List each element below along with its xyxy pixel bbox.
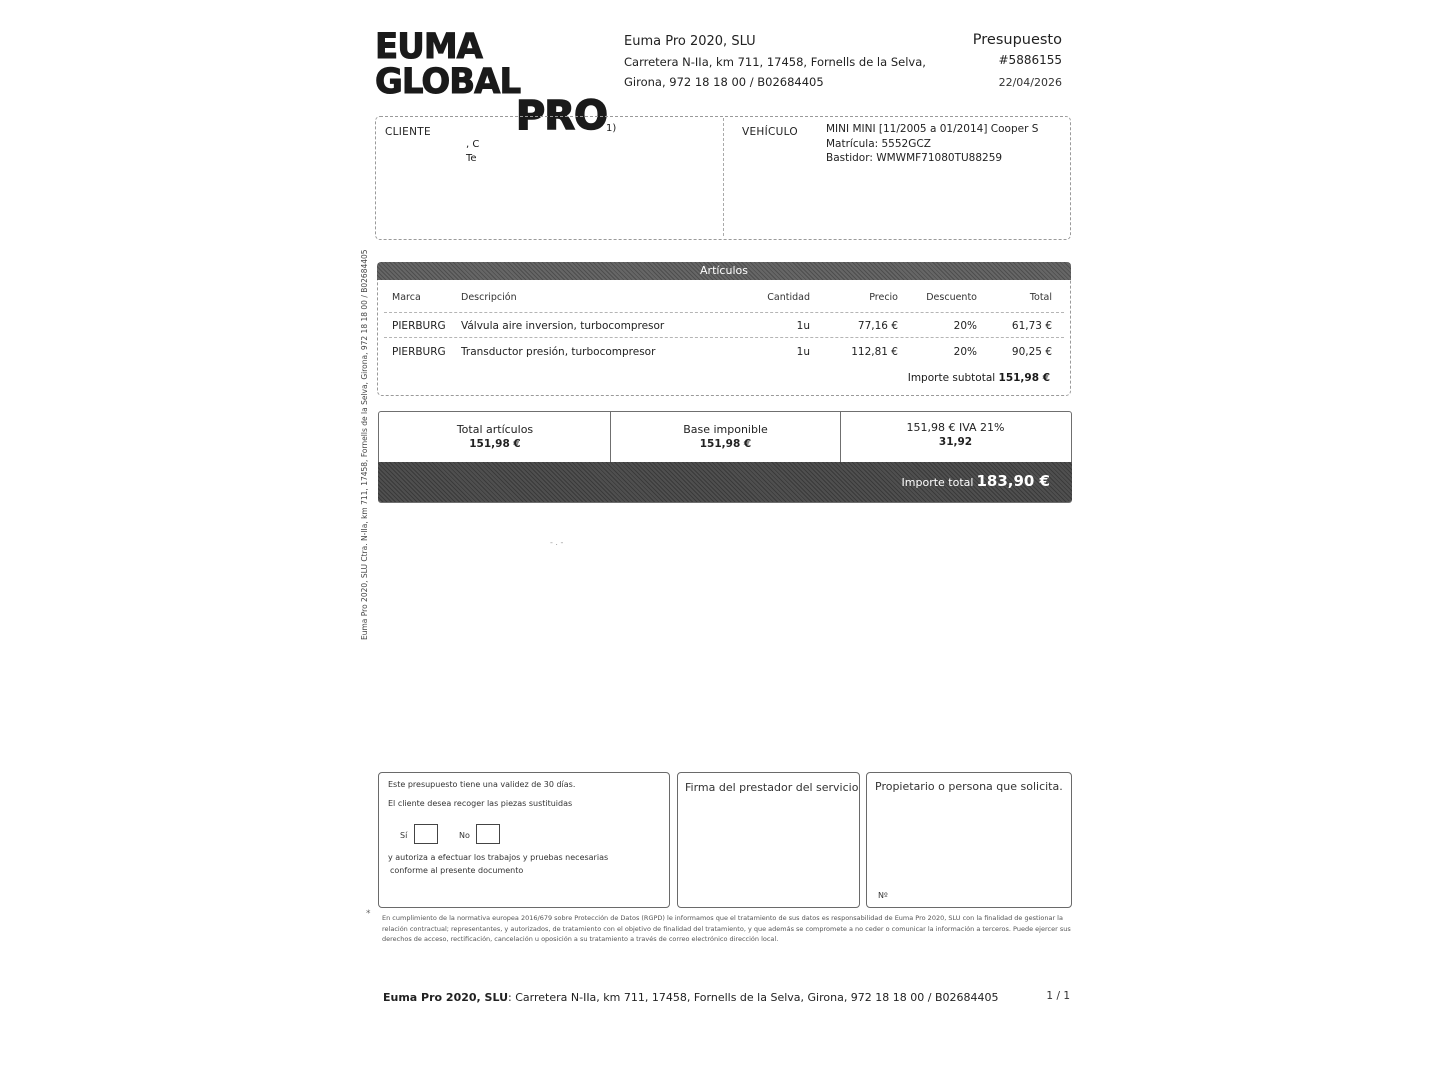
column-header-quantity: Cantidad	[767, 292, 810, 303]
logo-line1: EUMA GLOBAL	[375, 27, 521, 102]
owner-nif-label: Nº	[878, 891, 888, 900]
client-label: CLIENTE	[385, 126, 431, 138]
side-vertical-text: Euma Pro 2020, SLU Ctra. N-IIa, km 711, 17458, Fornells de la Selva, Girona, 972 18 18 00 / B02684405	[360, 249, 369, 640]
vat-value: 31,92	[938, 436, 973, 448]
vat-label: 151,98 € IVA 21%	[906, 421, 1005, 434]
legal-bullet: *	[366, 909, 371, 919]
vehicle-model: MINI MINI [11/2005 a 01/2014] Cooper S	[826, 123, 1039, 135]
grand-total	[880, 472, 1050, 490]
row1-total: 61,73 €	[1011, 320, 1052, 332]
footer-company: Euma Pro 2020, SLU	[383, 991, 509, 1004]
row-divider	[384, 337, 1064, 338]
document-meta	[940, 30, 1062, 89]
client-line-2: , C	[466, 139, 480, 150]
row2-discount: 20%	[953, 346, 977, 358]
row1-description: Válvula aire inversion, turbocompresor	[461, 320, 665, 332]
row2-description: Transductor presión, turbocompresor	[461, 346, 656, 358]
provider-signature-label: Firma del prestador del servicio	[685, 781, 859, 794]
column-header-total: Total	[1029, 292, 1052, 303]
tax-base-label: Base imponible	[683, 423, 768, 436]
yes-checkbox[interactable]	[414, 824, 438, 844]
total-articles-label: Total artículos	[456, 423, 534, 436]
total-articles-value: 151,98 €	[469, 438, 521, 450]
vehicle-label: VEHÍCULO	[742, 126, 798, 138]
page-number: 1 / 1	[1046, 990, 1070, 1002]
vehicle-chassis: Bastidor: WMWMF71080TU88259	[826, 152, 1003, 164]
keep-parts-text: El cliente desea recoger las piezas sustituidas	[388, 799, 573, 808]
footer	[383, 991, 999, 1004]
tax-base-value: 151,98 €	[699, 438, 752, 450]
row1-discount: 20%	[953, 320, 977, 332]
row2-brand: PIERBURG	[392, 346, 446, 358]
client-line-3: Te	[466, 153, 477, 164]
grand-total-value: 183,90 €	[976, 472, 1050, 490]
row2-total: 90,25 €	[1011, 346, 1052, 358]
subtotal-label: Importe subtotal	[907, 372, 996, 384]
grand-total-label: Importe total	[901, 476, 974, 489]
client-vehicle-divider	[723, 118, 724, 236]
subtotal	[880, 372, 1050, 384]
no-checkbox[interactable]	[476, 824, 500, 844]
vehicle-info	[826, 122, 1038, 166]
logo-line2: PRO	[515, 93, 607, 139]
row2-price: 112,81 €	[851, 346, 898, 358]
vehicle-plate: Matrícula: 5552GCZ	[826, 137, 931, 150]
company-address: Carretera N-IIa, km 711, 17458, Fornells de la Selva,	[624, 55, 926, 69]
company-city: Girona, 972 18 18 00 / B02684405	[624, 75, 824, 89]
column-header-brand: Marca	[392, 292, 421, 303]
document-date: 22/04/2026	[998, 76, 1062, 89]
validity-text: Este presupuesto tiene una validez de 30 días.	[388, 780, 576, 789]
document-type: Presupuesto	[972, 32, 1062, 48]
row2-quantity: 1u	[796, 346, 810, 358]
column-header-description: Descripción	[461, 292, 517, 303]
footer-address: : Carretera N-IIa, km 711, 17458, Fornells de la Selva, Girona, 972 18 18 00 / B02684405	[508, 991, 999, 1004]
stray-marks: - . -	[550, 538, 564, 547]
owner-signature-label: Propietario o persona que solicita.	[875, 780, 1063, 793]
document-number: #5886155	[998, 53, 1062, 67]
row1-quantity: 1u	[796, 320, 810, 332]
header-divider	[384, 312, 1064, 313]
row1-brand: PIERBURG	[392, 320, 446, 332]
no-label: No	[459, 831, 470, 840]
column-header-price: Precio	[869, 292, 898, 303]
company-info	[624, 32, 926, 92]
subtotal-value: 151,98 €	[998, 372, 1050, 384]
company-name: Euma Pro 2020, SLU	[624, 34, 756, 49]
authorize-text-1: y autoriza a efectuar los trabajos y pruebas necesarias	[388, 853, 609, 862]
authorize-text-2: conforme al presente documento	[390, 866, 524, 875]
client-line-1: 1)	[606, 123, 617, 134]
row1-price: 77,16 €	[857, 320, 898, 332]
column-header-discount: Descuento	[926, 292, 977, 303]
yes-label: Sí	[400, 831, 408, 840]
legal-text: En cumplimiento de la normativa europea 2016/679 sobre Protección de Datos (RGPD) le informamos que el tratamiento de sus datos es responsabilidad de Euma Pro 2020, SLU con la finalidad de gestionar la relación contractual; representantes, y autorizados, de tratamiento con el objetivo de finalidad del tratamiento, y que además se compromete a no ceder o comunicar la información a terceros. Puede ejercer sus derechos de acceso, rectificación, cancelación u oposición a su tratamiento a través de correo electrónico dirección local.	[382, 914, 1071, 943]
articles-title: Artículos	[377, 262, 1071, 280]
